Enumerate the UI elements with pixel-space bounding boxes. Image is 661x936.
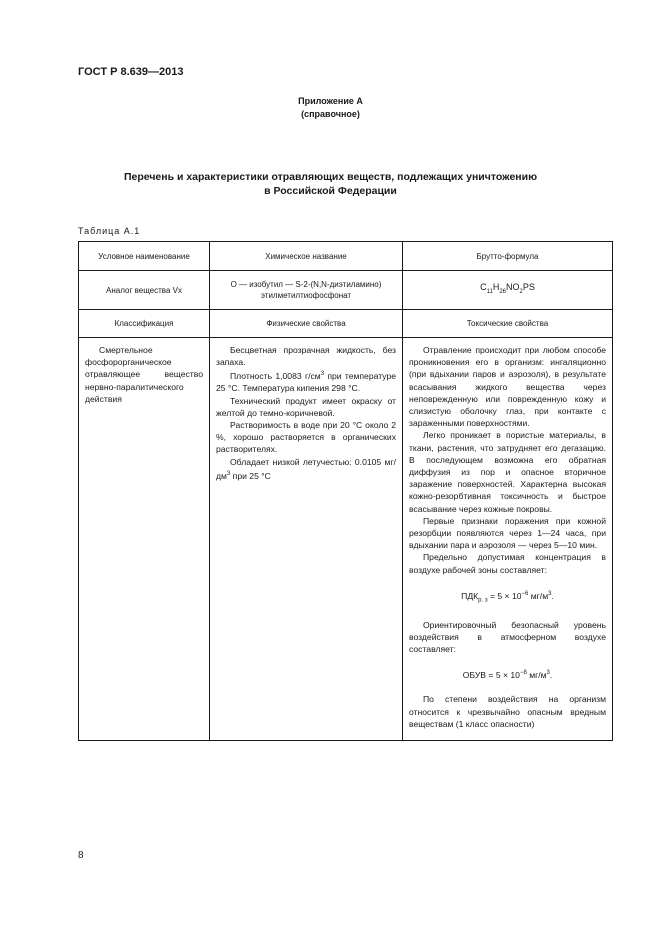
chemical-name-line1: O — изобутил — S-2-(N,N-диэтиламино)	[230, 280, 382, 289]
header-gross-formula: Брутто-формула	[403, 242, 613, 271]
header-physical-properties: Физические свойства	[210, 310, 403, 338]
physical-solubility: Растворимость в воде при 20 °C около 2 %, хорошо растворяется в органических растворителях.	[216, 420, 396, 455]
page-number: 8	[78, 850, 84, 861]
pdk-formula	[409, 588, 606, 607]
pdk-mid: = 5 × 10	[487, 590, 522, 601]
obuv-exp: −8	[519, 670, 527, 677]
section-title	[60, 170, 601, 198]
obuv-unit: мг/м	[526, 670, 547, 681]
physical-color: Технический продукт имеет окраску от желтой до темно-коричневой.	[216, 395, 396, 418]
toxic-paragraph-3: Первые признаки поражения при кожной резорбции появляются через 1—24 часа, при вдыхании пара и аэрозоля — через 5—10 мин.	[409, 515, 606, 551]
table-row-properties	[79, 338, 613, 741]
cell-toxic-properties	[403, 338, 613, 741]
cell-gross-formula	[403, 271, 613, 310]
obuv-end: .	[549, 670, 553, 681]
pdk-exp: −6	[521, 590, 529, 597]
table-row-substance	[79, 271, 613, 310]
toxic-paragraph-6: По степени воздействия на организм относится к чрезвычайно опасным вредным веществам (1 класс опасности)	[409, 694, 606, 729]
density-sup: 3	[320, 371, 325, 378]
appendix-heading	[0, 95, 661, 121]
formula-h: H	[492, 282, 500, 293]
pdk-label-sub: р. з	[478, 597, 488, 604]
cell-chemical-name	[210, 271, 403, 310]
formula-c: C	[480, 282, 487, 293]
toxic-paragraph-1: Отравление происходит при любом способе проникновения его в организм: ингаляционно (при вдыхании паров и аэрозоля), в результате всасывания жидкого вещества через неповрежденную или поврежденную кожу и слизистую оболочку глаз, при контакте с зараженными поверхностями.	[409, 345, 606, 429]
formula-c-sub: 11	[486, 288, 493, 295]
appendix-title: Приложение А	[298, 96, 363, 106]
pdk-unit-sup: 3	[548, 590, 552, 597]
chemical-name-line2: этилметилтиофосфонат	[260, 291, 352, 300]
table-subheader-row	[79, 310, 613, 338]
volatility-text: Обладает низкой летучестью: 0.0105 мг/дм	[216, 456, 396, 481]
pdk-label: ПДК	[461, 590, 479, 601]
formula-no: NO	[506, 282, 520, 293]
section-title-line2: в Российской Федерации	[264, 185, 397, 197]
density-text-after: при температуре 25 °С. Температура кипения 298 °С.	[216, 371, 396, 394]
table-header-row	[79, 242, 613, 271]
formula-ps: PS	[522, 282, 535, 293]
volatility-sup: 3	[226, 470, 231, 477]
cell-classification	[79, 338, 210, 741]
cell-substance-name: Аналог вещества Vx	[79, 271, 210, 310]
cell-physical-properties	[210, 338, 403, 741]
volatility-text-after: при 25 °С	[230, 470, 271, 481]
substances-table	[78, 241, 613, 741]
header-toxic-properties: Токсические свойства	[403, 310, 613, 338]
table-label: Таблица А.1	[78, 226, 141, 236]
physical-appearance: Бесцветная прозрачная жидкость, без запаха.	[216, 345, 396, 368]
density-text: Плотность 1,0083 г/см	[230, 371, 321, 382]
appendix-subtitle: (справочное)	[301, 109, 360, 119]
classification-text: Смертельное фосфорорганическое отравляющее вещество нервно-паралитического действия	[85, 345, 203, 404]
toxic-paragraph-4: Предельно допустимая концентрация в воздухе рабочей зоны составляет:	[409, 552, 606, 575]
obuv-label: ОБУВ = 5 × 10	[462, 670, 520, 681]
physical-density	[216, 368, 396, 394]
toxic-paragraph-5: Ориентировочный безопасный уровень воздействия в атмосферном воздухе составляет:	[409, 619, 606, 655]
header-chemical-name: Химическое название	[210, 242, 403, 271]
toxic-paragraph-2: Легко проникает в пористые материалы, в ткани, растения, что затрудняет его дегазацию. В последующем возможна его обратная диффузия из пор и опасное вторичное заражение поверхностей. Характерна высокая кожно-резорбтивная токсичность и быстрое всасывание через кожные покровы.	[409, 430, 606, 514]
header-classification: Классификация	[79, 310, 210, 338]
header-conventional-name: Условное наименование	[79, 242, 210, 271]
section-title-line1: Перечень и характеристики отравляющих веществ, подлежащих уничтожению	[123, 171, 538, 183]
formula-h-sub: 26	[499, 288, 507, 295]
document-code: ГОСТ Р 8.639—2013	[78, 66, 184, 78]
pdk-end: .	[551, 590, 554, 601]
formula-no-sub: 2	[519, 288, 523, 295]
obuv-unit-sup: 3	[546, 670, 550, 677]
pdk-unit: мг/м	[528, 590, 549, 601]
physical-volatility	[216, 456, 396, 482]
obuv-formula	[409, 667, 606, 681]
